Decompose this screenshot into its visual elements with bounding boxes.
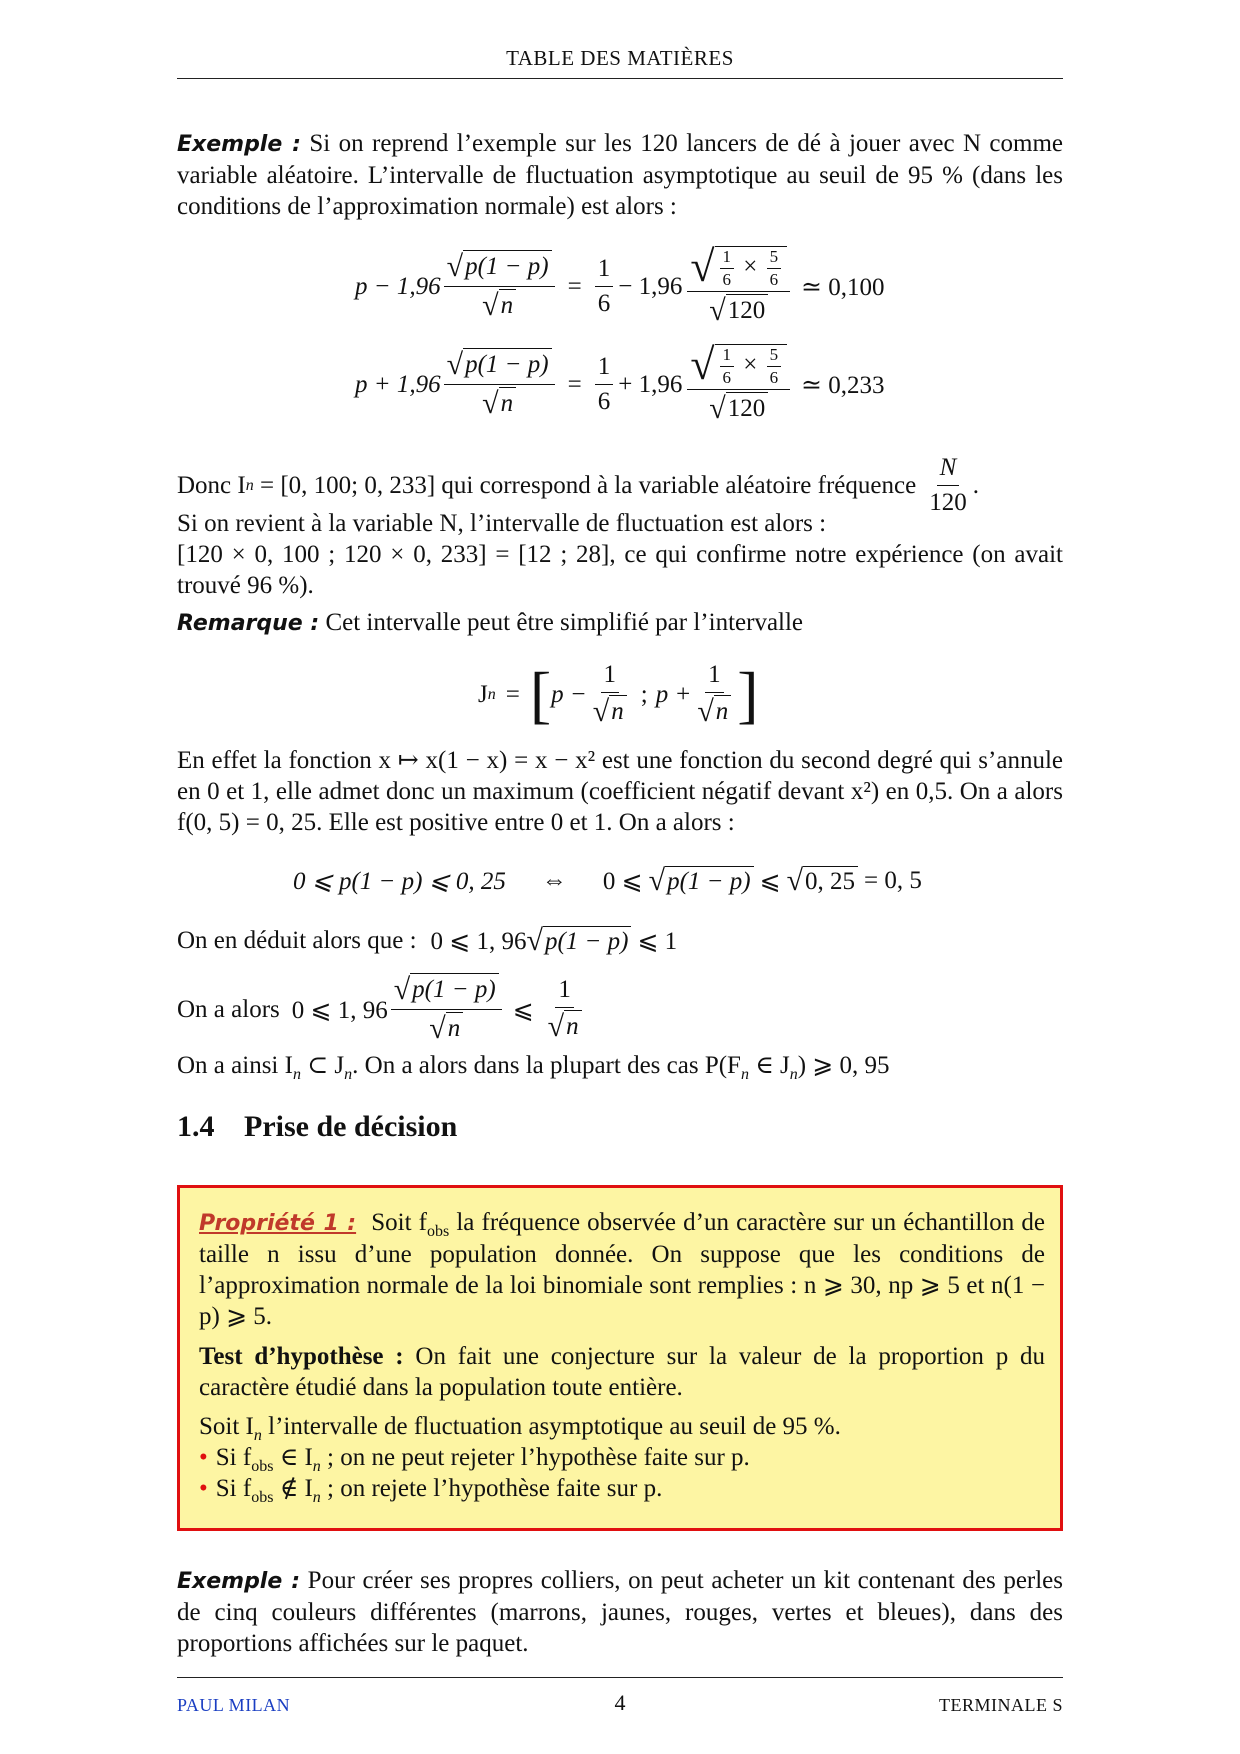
bullet1-c: ; on ne peut rejeter l’hypothèse faite sur p. bbox=[320, 1444, 750, 1471]
equivalence-arrow: ⇔ bbox=[541, 867, 567, 894]
example-2-text: Pour créer ses propres colliers, on peut acheter un kit contenant des perles de cinq couleurs différentes (marrons, jaunes, rouges, vertes et bleues), dans des proportions affichées sur le paquet. bbox=[177, 1567, 1064, 1657]
eq1-one-sixth bbox=[595, 254, 614, 319]
alors-num2: 1 bbox=[555, 975, 574, 1008]
test-text: On fait une conjecture sur la valeur de la proportion p du caractère étudié dans la population toute entière. bbox=[199, 1343, 1045, 1401]
propriete-p1-b: la fréquence observée d’un caractère sur un échantillon de taille n issu d’une population donnée. On suppose que les conditions de l’approximation normale de la loi binomiale sont remplies : n ⩾ 30, np ⩾ 5 et n(1 − p) ⩾ 5. bbox=[199, 1209, 1046, 1330]
ineq1-right-c: = 0, 5 bbox=[864, 867, 922, 894]
ineq1-right-a: 0 ⩽ bbox=[602, 868, 643, 895]
bullet2-a: Si f bbox=[215, 1475, 252, 1502]
example-label: Exemple : bbox=[177, 132, 301, 157]
ineq1-sqrt: √ p(1 − p) bbox=[649, 866, 754, 896]
eq1-inner-a-den: 6 bbox=[722, 270, 731, 289]
alors-a: 0 ⩽ 1, 96 bbox=[291, 996, 388, 1024]
eq2-inner-a-num: 1 bbox=[720, 346, 735, 367]
example-1-paragraph bbox=[177, 128, 1063, 222]
propriete-p1-sub: obs bbox=[426, 1223, 450, 1240]
eq2-result: ≃ 0,233 bbox=[801, 371, 885, 399]
header-rule bbox=[177, 78, 1063, 79]
section-title: Prise de décision bbox=[244, 1110, 458, 1143]
deduit-line bbox=[177, 926, 677, 956]
ainsi-sub1: n bbox=[292, 1066, 301, 1083]
bullet2-sub: obs bbox=[251, 1489, 274, 1506]
example-2-label: Exemple : bbox=[177, 1569, 301, 1594]
eq1-mid: − 1,96 bbox=[618, 272, 683, 300]
soit-a: Soit I bbox=[199, 1413, 254, 1440]
deduit-a: 0 ⩽ 1, 96 bbox=[430, 928, 527, 955]
revient-line-2: [120 × 0, 100 ; 120 × 0, 233] = [12 ; 28], ce qui confirme notre expérience (on avait trouvé 96 %). bbox=[177, 541, 1063, 599]
ainsi-mid: ⊂ J bbox=[300, 1052, 345, 1079]
section-heading bbox=[177, 1110, 457, 1144]
eq2-one-sixth bbox=[595, 352, 614, 417]
donc-line: Donc I n = [0, 100; 0, 233] qui correspond à la variable aléatoire fréquence $\frac{N}{120}$ . bbox=[177, 454, 979, 516]
jn-num-2: 1 bbox=[705, 660, 724, 693]
bullet-1 bbox=[199, 1442, 1045, 1473]
eq2-rhs-den: 120 bbox=[726, 392, 769, 424]
bullet-1-marker: • bbox=[199, 1444, 208, 1471]
running-header: TABLE DES MATIÈRES bbox=[506, 46, 734, 70]
remarque-text: Cet intervalle peut être simplifié par l’intervalle bbox=[325, 609, 804, 636]
eq1-inner-a-num: 1 bbox=[720, 248, 735, 269]
ineq1-sqrt-2: √ 0, 25 bbox=[787, 866, 858, 896]
footer-author[interactable]: PAUL MILAN bbox=[177, 1695, 291, 1715]
bullet1-b: ∈ I bbox=[273, 1444, 313, 1471]
eq2-rhs-fraction: √ $\frac{1}{6}$ × $\frac{5}{6}$ √ 120 bbox=[687, 343, 790, 426]
eq2-inner-a-den: 6 bbox=[722, 368, 731, 387]
eq2-prefix: p + 1,96 bbox=[355, 370, 441, 398]
donc-before: Donc I bbox=[177, 472, 246, 499]
test-label: Test d’hypothèse : bbox=[199, 1343, 404, 1370]
bullet2-c: ; on rejete l’hypothèse faite sur p. bbox=[320, 1475, 663, 1502]
alors-line bbox=[177, 973, 588, 1046]
ainsi-line bbox=[177, 1050, 1063, 1081]
alors-text: On a alors bbox=[177, 995, 280, 1023]
jn-frac-2: 1 √ n bbox=[694, 660, 734, 729]
deduit-text: On en déduit alors que : bbox=[177, 927, 417, 954]
bullet1-a: Si f bbox=[215, 1444, 252, 1471]
jn-p2: p + bbox=[655, 680, 692, 708]
bullet2-sub2: n bbox=[312, 1489, 321, 1506]
donc-end: . bbox=[972, 472, 979, 499]
bullet-2-marker: • bbox=[199, 1475, 208, 1502]
jn-p1: p − bbox=[551, 680, 587, 708]
eq2-inner-b-num: 5 bbox=[767, 346, 782, 367]
eq2-lhs-num: p(1 − p) bbox=[463, 348, 552, 380]
eq1-lhs-fraction: √ p(1 − p) √ n bbox=[444, 250, 555, 323]
eq1-rhs-den: 120 bbox=[726, 294, 769, 326]
eq2-mid: + 1,96 bbox=[618, 370, 683, 398]
jn-eq: = bbox=[505, 680, 520, 708]
eq2-frac-num: 1 bbox=[595, 352, 614, 385]
propriete-soit bbox=[199, 1411, 1045, 1442]
equation-lower-bound bbox=[355, 242, 885, 328]
deduit-rad: p(1 − p) bbox=[543, 926, 632, 956]
donc-frac-num: N bbox=[937, 453, 960, 486]
revient-line-1: Si on revient à la variable N, l’intervalle de fluctuation est alors : bbox=[177, 510, 827, 537]
alors-b: ⩽ bbox=[512, 996, 534, 1024]
effet-paragraph: En effet la fonction x ↦ x(1 − x) = x − x² est une fonction du second degré qui s’annule en 0 et 1, elle admet donc un maximum (coefficient négatif devant x²) en 0,5. On a alors f(0, 5) = 0, 25. Elle est positive entre 0 et 1. On a alors : bbox=[177, 747, 1063, 836]
ineq1-left: 0 ⩽ p(1 − p) ⩽ 0, 25 bbox=[293, 868, 506, 895]
eq1-result: ≃ 0,100 bbox=[801, 273, 885, 301]
bullet2-b: ∉ I bbox=[273, 1475, 313, 1502]
jn-equation: J n = [ p − 1 √ n ; p + 1 √ n ] bbox=[478, 658, 759, 730]
soit-sub: n bbox=[253, 1427, 262, 1444]
section-number: 1.4 bbox=[177, 1110, 215, 1143]
right-bracket: ] bbox=[737, 658, 759, 730]
alors-den: n bbox=[446, 1012, 464, 1044]
eq1-frac-den: 6 bbox=[597, 290, 611, 317]
propriete-p1 bbox=[199, 1207, 1045, 1332]
jn-lhs: J bbox=[478, 680, 488, 708]
bullet1-sub2: n bbox=[312, 1458, 321, 1475]
ainsi-sub3: n bbox=[740, 1066, 749, 1083]
bullet1-sub: obs bbox=[251, 1458, 274, 1475]
left-bracket: [ bbox=[529, 658, 552, 730]
alors-frac-1: √ p(1 − p) √ n bbox=[391, 973, 502, 1046]
jn-sep: ; bbox=[640, 680, 648, 708]
remarque-paragraph bbox=[177, 607, 1063, 639]
alors-num: p(1 − p) bbox=[410, 973, 499, 1005]
eq2-frac-den: 6 bbox=[597, 388, 611, 415]
ainsi-rest: . On a alors dans la plupart des cas P(F bbox=[352, 1052, 741, 1079]
example-1-text: Si on reprend l’exemple sur les 120 lancers de dé à jouer avec N comme variable aléatoire. L’intervalle de fluctuation asymptotique au seuil de 95 % (dans les conditions de l’approximation normale) est alors : bbox=[177, 130, 1064, 220]
eq2-times: × bbox=[743, 351, 758, 379]
ineq1-rad-2: 0, 25 bbox=[803, 866, 858, 896]
eq2-equals: = bbox=[567, 370, 582, 398]
ineq1-rad: p(1 − p) bbox=[665, 866, 754, 896]
donc-frac-den: 120 bbox=[929, 489, 967, 516]
propriete-test bbox=[199, 1341, 1045, 1403]
remarque-label: Remarque : bbox=[177, 611, 320, 636]
eq1-lhs-den: n bbox=[499, 289, 517, 321]
alors-frac-2: 1 √ n bbox=[545, 975, 585, 1044]
eq1-rhs-fraction: √ $\frac{1}{6}$ × $\frac{5}{6}$ √ 120 bbox=[687, 245, 790, 328]
jn-den-1: n bbox=[609, 695, 627, 727]
donc-after: = [0, 100; 0, 233] qui correspond à la variable aléatoire fréquence bbox=[253, 472, 917, 499]
page-number: 4 bbox=[614, 1690, 626, 1715]
eq2-lhs-fraction: √ p(1 − p) √ n bbox=[444, 348, 555, 421]
eq1-frac-num: 1 bbox=[595, 254, 614, 287]
ineq1-right-b: ⩽ bbox=[759, 868, 781, 895]
ainsi-end: ) ⩾ 0, 95 bbox=[797, 1052, 890, 1079]
propriete-label: Propriété 1 : bbox=[199, 1211, 357, 1236]
eq1-inner-b-num: 5 bbox=[767, 248, 782, 269]
jn-den-2: n bbox=[714, 695, 732, 727]
footer-class: TERMINALE S bbox=[939, 1695, 1063, 1715]
alors-den2: n bbox=[564, 1010, 582, 1042]
eq1-prefix: p − 1,96 bbox=[355, 272, 441, 300]
eq1-equals: = bbox=[567, 272, 582, 300]
bullet-2 bbox=[199, 1473, 1045, 1504]
deduit-sqrt: √ p(1 − p) bbox=[526, 926, 631, 956]
eq1-inner-b-den: 6 bbox=[769, 270, 779, 289]
deduit-b: ⩽ 1 bbox=[637, 928, 678, 955]
ainsi-sub2: n bbox=[344, 1066, 353, 1083]
jn-num-1: 1 bbox=[601, 660, 620, 693]
ainsi-mid2: ∈ J bbox=[748, 1052, 790, 1079]
propriete-box bbox=[177, 1185, 1063, 1531]
inequality-1 bbox=[293, 866, 922, 896]
eq1-lhs-num: p(1 − p) bbox=[463, 250, 552, 282]
revient-paragraph bbox=[177, 508, 1063, 601]
eq1-times: × bbox=[743, 253, 758, 281]
example-2-paragraph bbox=[177, 1565, 1063, 1659]
propriete-p1-a: Soit f bbox=[371, 1209, 427, 1236]
ainsi-sub4: n bbox=[789, 1066, 798, 1083]
eq2-inner-b-den: 6 bbox=[769, 368, 779, 387]
eq2-lhs-den: n bbox=[499, 387, 517, 419]
footer-rule bbox=[177, 1677, 1063, 1678]
equation-upper-bound bbox=[355, 340, 885, 426]
ainsi-text: On a ainsi I bbox=[177, 1052, 293, 1079]
soit-b: l’intervalle de fluctuation asymptotique au seuil de 95 %. bbox=[261, 1413, 841, 1440]
jn-frac-1: 1 √ n bbox=[590, 660, 630, 729]
